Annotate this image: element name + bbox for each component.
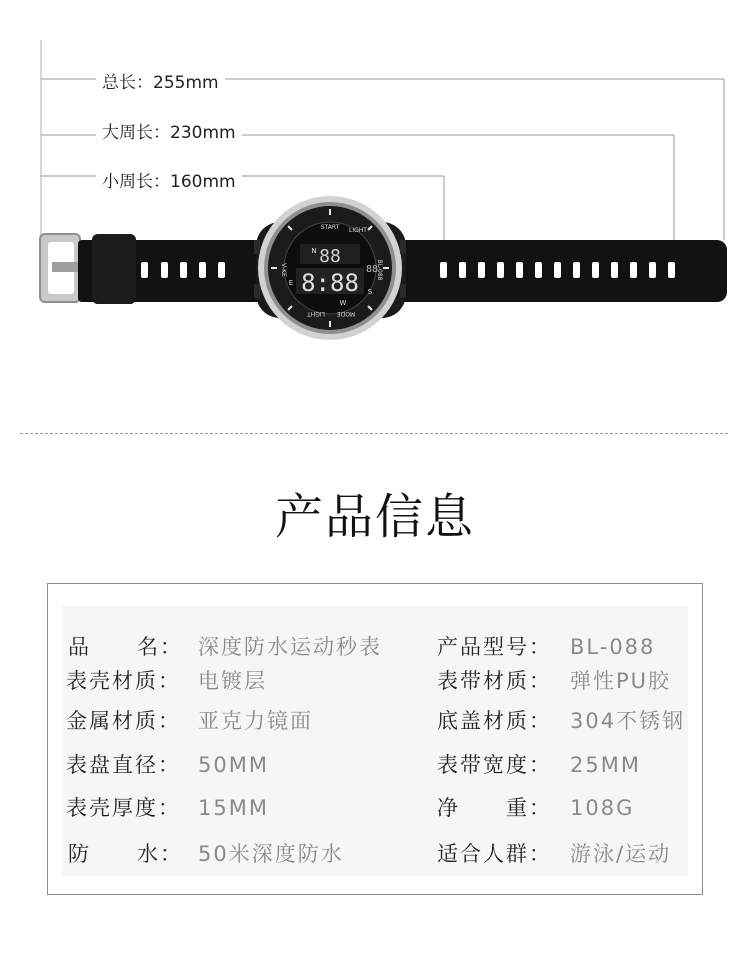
watch-label-start: START	[320, 224, 340, 231]
spec-key: 表盘直径：	[66, 753, 181, 777]
measurement-small-circumference: 小周长：160mm	[96, 167, 242, 192]
spec-key: 表壳厚度：	[66, 796, 181, 820]
watch-compass-w: W	[339, 299, 347, 307]
spec-row	[62, 663, 688, 699]
watch-label-light-bottom: LIGHT	[307, 310, 325, 317]
watch-digits-top: 88	[319, 246, 341, 267]
watch-button-right-bottom	[400, 284, 406, 298]
spec-value: 深度防水运动秒表	[198, 635, 382, 659]
spec-key: 品 名：	[68, 635, 183, 659]
spec-key: 适合人群：	[437, 842, 552, 866]
watch-button-left-bottom	[254, 284, 260, 298]
watch-compass-s: S	[367, 288, 373, 296]
spec-row	[62, 747, 688, 783]
spec-key: 产品型号：	[437, 635, 552, 659]
measurement-large-circumference: 大周长：230mm	[96, 118, 242, 143]
watch-label-light-top: LIGHT	[349, 227, 367, 234]
spec-key: 金属材质：	[66, 709, 181, 733]
spec-value: 弹性PU胶	[570, 669, 672, 693]
spec-value: 304不锈钢	[570, 709, 686, 733]
spec-key: 净 重：	[437, 796, 552, 820]
watch-label-mode: MODE	[336, 310, 356, 317]
spec-table-body	[62, 606, 688, 876]
spec-value: 108G	[570, 796, 635, 820]
product-hero	[0, 0, 750, 420]
section-divider	[20, 433, 728, 434]
spec-value: 50MM	[198, 753, 269, 777]
spec-value: BL-088	[570, 635, 656, 659]
watch-digits-main: 8:88	[301, 269, 359, 297]
spec-value: 50米深度防水	[198, 842, 344, 866]
spec-value: 游泳/运动	[570, 842, 672, 866]
spec-key: 表带材质：	[437, 669, 552, 693]
spec-key: 防 水：	[68, 842, 183, 866]
spec-table	[47, 583, 703, 895]
watch-compass-e: E	[288, 279, 294, 287]
spec-row	[62, 836, 688, 872]
watch-button-left-top	[254, 240, 260, 254]
spec-key: 表带宽度：	[437, 753, 552, 777]
spec-value: 亚克力镜面	[198, 709, 313, 733]
watch-label-model: BL-088	[376, 259, 383, 281]
spec-row	[62, 703, 688, 739]
spec-value: 15MM	[198, 796, 269, 820]
watch-label-brand: V-KE	[280, 263, 287, 277]
spec-row	[62, 629, 688, 665]
measurement-total-length: 总长：255mm	[96, 68, 225, 93]
watch-compass-n: N	[311, 247, 317, 255]
buckle-icon	[40, 234, 82, 302]
watch-illustration	[0, 0, 750, 420]
spec-value: 电镀层	[198, 669, 267, 693]
spec-key: 表壳材质：	[66, 669, 181, 693]
section-title: 产品信息	[274, 489, 475, 545]
spec-value: 25MM	[570, 753, 641, 777]
watch-button-right-top	[400, 240, 406, 254]
spec-row	[62, 790, 688, 826]
watch-digits-right: 88	[365, 264, 379, 275]
spec-key: 底盖材质：	[437, 709, 552, 733]
